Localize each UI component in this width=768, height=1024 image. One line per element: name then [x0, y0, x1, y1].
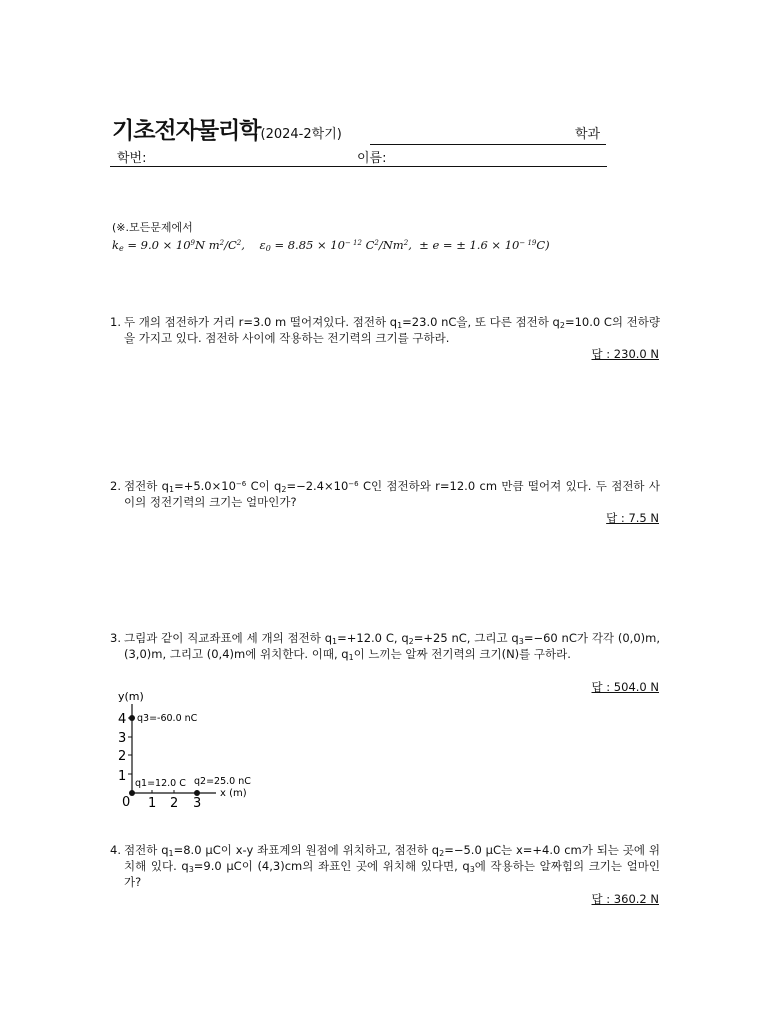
problem-2	[110, 478, 660, 510]
e-value: ± e = ± 1.6 × 10	[419, 238, 520, 252]
x-tick-3: 3	[193, 796, 202, 811]
id-name-line	[110, 166, 607, 167]
ke-value: = 9.0 × 10	[127, 238, 191, 252]
problem-text: 두 개의 점전하가 거리 r=3.0 m 떨어져있다. 점전하 $q_1=23.0$ nC을, 또 다른 점전하 $q_2=10.0$ C의 전하량을 가지고 있다. 점전하 사이에 작용하는 전기력의 크기를 구하라.	[124, 315, 660, 345]
q3-label: q3=-60.0 nC	[137, 713, 198, 724]
problem-text: 점전하 $q_1=8.0$ μC이 x-y 좌표계의 원점에 위치하고, 점전하 $q_2=-5.0$ μC는 x=+4.0 cm가 되는 곳에 위치해 있다. $q_3=9.0$ μC이 (4,3)cm의 좌표인 곳에 위치해 있다면, $q_3$에 작용하는 알짜힘의 크기는 얼마인가?	[124, 843, 660, 889]
constants-formula: $k_e = 9.0 \times 10^9N$ $m^2/C^2$, $\varepsilon_0 = 8.85 \times 10^{- 12}$ $C^2/Nm^2$, ± e = ± $1.6 \times 10^{- 19}C$)	[112, 238, 550, 253]
answer-4: 답 : 360.2 N	[591, 892, 659, 906]
answer-1: 답 : 230.0 N	[591, 347, 659, 361]
problem-number: 1.	[110, 315, 121, 329]
constants-note: (※.모든문제에서	[112, 221, 193, 234]
eps-exp: − 12	[344, 239, 362, 247]
course-title	[112, 116, 342, 150]
dept-line	[370, 144, 606, 145]
x-axis-label: x (m)	[220, 788, 247, 799]
y-tick-3: 3	[118, 731, 127, 746]
problem-number: 4.	[110, 843, 121, 857]
q2-label: q2=25.0 nC	[194, 776, 251, 787]
origin-label: 0	[122, 795, 131, 810]
course-name: 기초전자물리학	[112, 118, 261, 144]
ke-exp: 9	[190, 239, 195, 247]
problem-3	[110, 630, 660, 662]
x-tick-1: 1	[148, 796, 157, 811]
answer-2: 답 : 7.5 N	[606, 511, 659, 525]
charge-q3	[129, 715, 135, 721]
charge-q1	[129, 790, 135, 796]
student-name-label: 이름:	[357, 151, 387, 166]
coordinate-figure	[112, 686, 272, 814]
ke-unit: N m	[195, 238, 220, 252]
dept-label: 학과	[575, 127, 601, 142]
charge-q2	[194, 790, 200, 796]
y-axis-label: y(m)	[118, 690, 144, 703]
e-exp: − 19	[519, 239, 537, 247]
answer-3: 답 : 504.0 N	[591, 680, 659, 694]
problem-text: 점전하 $q_1=+5.0\times 10^{-6}$ C이 $q_2=-2.4\times 10^{-6}$ C인 점전하와 r=12.0 cm 만큼 떨어져 있다. 두 점전하 사이의 정전기력의 크기는 얼마인가?	[124, 479, 660, 509]
problem-number: 2.	[110, 479, 121, 493]
eps-value: = 8.85 × 10	[274, 238, 345, 252]
problem-4	[110, 842, 660, 890]
q1-label: q1=12.0 C	[135, 778, 186, 789]
x-tick-2: 2	[170, 796, 179, 811]
problem-1	[110, 314, 660, 346]
y-tick-2: 2	[118, 749, 127, 764]
y-tick-1: 1	[118, 769, 127, 784]
semester: (2024-2학기)	[260, 127, 342, 142]
student-id-label: 학번:	[117, 151, 147, 166]
y-tick-4: 4	[118, 712, 127, 727]
problem-number: 3.	[110, 631, 121, 645]
problem-text: 그림과 같이 직교좌표에 세 개의 점전하 $q_1=+12.0$ C, $q_2=+25$ nC, 그리고 $q_3=-60$ nC가 각각 (0,0)m, (3,0)m, 그리고 (0,4)m에 위치한다. 이때, $q_1$이 느끼는 알짜 전기력의 크기(N)를 구하라.	[124, 631, 660, 662]
